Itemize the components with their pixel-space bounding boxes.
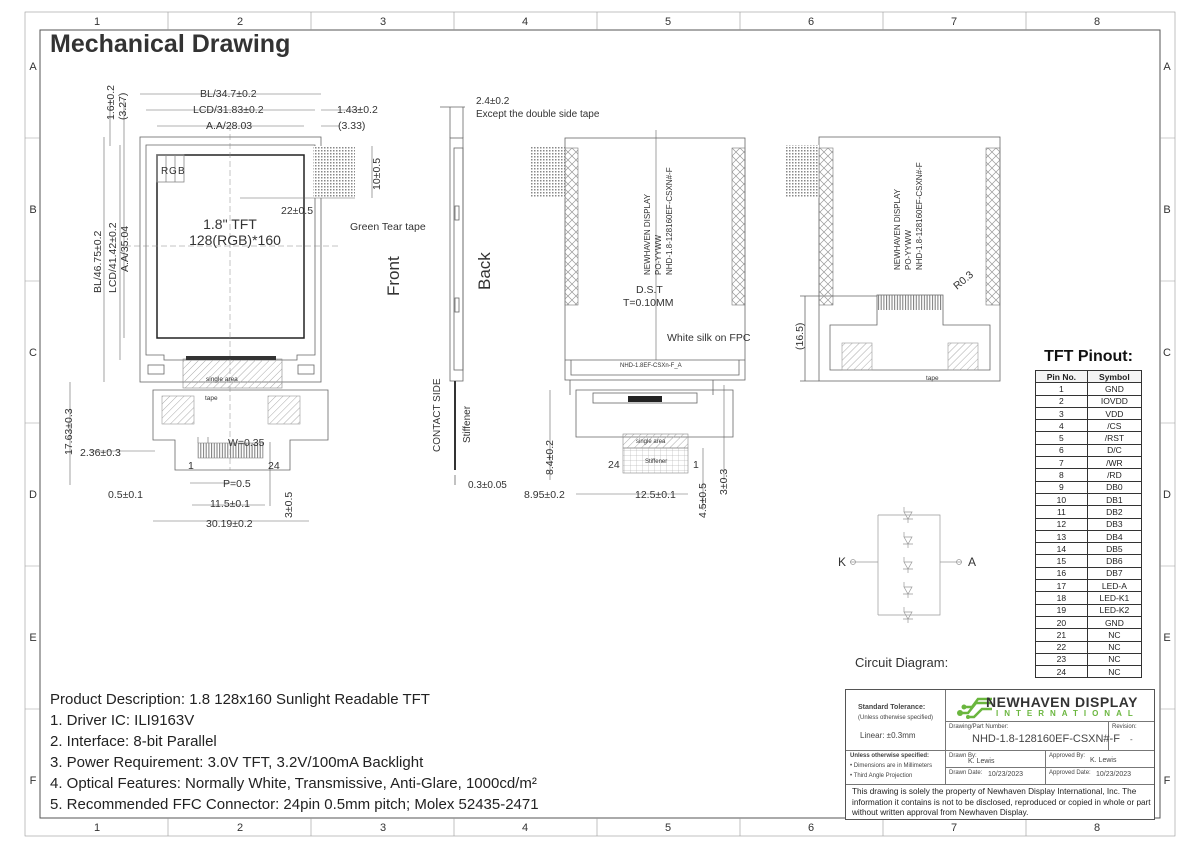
pin-number: 6 <box>1036 444 1088 456</box>
svg-text:A.A/28.03: A.A/28.03 <box>206 120 253 132</box>
svg-text:A.A/35.04: A.A/35.04 <box>119 225 131 272</box>
pin-symbol: DB3 <box>1087 518 1141 530</box>
pin-symbol: GND <box>1087 383 1141 395</box>
company-logo-sub: INTERNATIONAL <box>996 709 1139 718</box>
svg-text:1: 1 <box>93 16 101 28</box>
description-line: 4. Optical Features: Normally White, Transmissive, Anti-Glare, 1000cd/m² <box>50 775 537 792</box>
revision-label: Revision: <box>1112 724 1137 730</box>
approved-by: K. Lewis <box>1090 757 1117 764</box>
pinout-row <box>1036 432 1142 444</box>
approved-date-label: Approved Date: <box>1049 770 1091 776</box>
pin-number: 19 <box>1036 604 1088 616</box>
pin-number: 2 <box>1036 395 1088 407</box>
pin-number: 3 <box>1036 407 1088 419</box>
pin-number: 1 <box>1036 383 1088 395</box>
svg-text:12.5±0.1: 12.5±0.1 <box>635 489 676 501</box>
svg-text:8: 8 <box>1093 16 1101 28</box>
pin-symbol: LED-K1 <box>1087 592 1141 604</box>
approved-by-label: Approved By: <box>1049 753 1086 759</box>
svg-text:0.5±0.1: 0.5±0.1 <box>108 489 143 501</box>
title-block <box>845 689 1155 820</box>
part-number: NHD-1.8-128160EF-CSXN#-F <box>972 733 1120 745</box>
pinout-row <box>1036 616 1142 628</box>
company-logo: NEWHAVEN DISPLAY <box>986 694 1138 710</box>
svg-text:D: D <box>1163 489 1171 501</box>
pin-symbol: /WR <box>1087 457 1141 469</box>
pinout-row <box>1036 604 1142 616</box>
pin-symbol: GND <box>1087 616 1141 628</box>
svg-text:P=0.5: P=0.5 <box>223 478 251 490</box>
svg-text:0.3±0.05: 0.3±0.05 <box>468 480 507 491</box>
drawn-date-label: Drawn Date: <box>949 770 983 776</box>
svg-text:2: 2 <box>236 16 244 28</box>
svg-text:Green Tear tape: Green Tear tape <box>350 221 426 233</box>
pinout-row <box>1036 420 1142 432</box>
svg-text:tape: tape <box>205 395 218 402</box>
pinout-row <box>1036 407 1142 419</box>
svg-text:(3.27): (3.27) <box>117 92 129 120</box>
svg-text:NEWHAVEN DISPLAY: NEWHAVEN DISPLAY <box>643 193 652 275</box>
svg-text:2.4±0.2: 2.4±0.2 <box>476 96 510 107</box>
svg-text:B: B <box>29 204 37 216</box>
svg-text:D.S.T: D.S.T <box>636 284 663 296</box>
front-label: Front <box>384 256 403 296</box>
pinout-row <box>1036 395 1142 407</box>
pin-symbol: NC <box>1087 653 1141 665</box>
pinout-row <box>1036 506 1142 518</box>
svg-text:LCD/31.83±0.2: LCD/31.83±0.2 <box>193 104 264 116</box>
pin-number: 15 <box>1036 555 1088 567</box>
svg-text:2: 2 <box>236 822 244 834</box>
pinout-row <box>1036 444 1142 456</box>
svg-text:6: 6 <box>807 822 815 834</box>
svg-text:NEWHAVEN DISPLAY: NEWHAVEN DISPLAY <box>893 188 902 270</box>
pin-number: 12 <box>1036 518 1088 530</box>
svg-text:PO-YYWW: PO-YYWW <box>654 235 663 275</box>
unless-line: • Dimensions are in Millimeters <box>850 763 933 769</box>
svg-text:6: 6 <box>807 16 815 28</box>
svg-text:3±0.5: 3±0.5 <box>283 491 295 518</box>
pin-number: 9 <box>1036 481 1088 493</box>
pin-symbol: /CS <box>1087 420 1141 432</box>
description-line: 5. Recommended FFC Connector: 24pin 0.5mm pitch; Molex 52435-2471 <box>50 796 539 813</box>
pin-number: 18 <box>1036 592 1088 604</box>
pin-number: 13 <box>1036 530 1088 542</box>
svg-text:3: 3 <box>379 16 387 28</box>
cathode-label: K <box>838 555 847 569</box>
svg-text:5: 5 <box>664 822 672 834</box>
svg-text:C: C <box>1163 347 1171 359</box>
pinout-row <box>1036 592 1142 604</box>
svg-text:E: E <box>1163 632 1171 644</box>
svg-text:F: F <box>29 775 37 787</box>
svg-text:T=0.10MM: T=0.10MM <box>623 297 674 309</box>
svg-text:1.6±0.2: 1.6±0.2 <box>105 85 117 120</box>
linear-tolerance: Linear: ±0.3mm <box>860 731 916 740</box>
svg-text:4: 4 <box>521 822 529 834</box>
description-line: 3. Power Requirement: 3.0V TFT, 3.2V/100mA Backlight <box>50 754 424 771</box>
pin-number: 5 <box>1036 432 1088 444</box>
pinout-row <box>1036 543 1142 555</box>
pin-symbol: NC <box>1087 629 1141 641</box>
ownership-notice: This drawing is solely the property of Newhaven Display International, Inc. The information it contains is not to be disclosed, reproduced or copied in whole or part without written approval from Newhaven Display. <box>852 787 1151 817</box>
svg-text:White silk on FPC: White silk on FPC <box>667 332 751 344</box>
pin-symbol: DB5 <box>1087 543 1141 555</box>
pin-number: 24 <box>1036 666 1088 678</box>
pinout-row <box>1036 530 1142 542</box>
unless-line: • Third Angle Projection <box>850 773 913 779</box>
svg-text:1.43±0.2: 1.43±0.2 <box>337 104 378 116</box>
pinout-row <box>1036 481 1142 493</box>
svg-text:22±0.5: 22±0.5 <box>281 205 314 217</box>
header-pin: Pin No. <box>1036 371 1088 383</box>
pin-number: 17 <box>1036 580 1088 592</box>
pin-number: 10 <box>1036 493 1088 505</box>
pin-number: 21 <box>1036 629 1088 641</box>
svg-text:NHD-1.8-128160EF-CSXN#-F: NHD-1.8-128160EF-CSXN#-F <box>915 162 924 270</box>
svg-text:R0.3: R0.3 <box>951 268 976 293</box>
pinout-row <box>1036 493 1142 505</box>
pinout-row <box>1036 666 1142 678</box>
svg-text:PO-YYWW: PO-YYWW <box>904 230 913 270</box>
pinout-row <box>1036 457 1142 469</box>
pin-number: 11 <box>1036 506 1088 518</box>
pinout-row <box>1036 383 1142 395</box>
pinout-row <box>1036 555 1142 567</box>
svg-text:single area: single area <box>206 376 238 383</box>
pinout-row <box>1036 629 1142 641</box>
pin-number: 8 <box>1036 469 1088 481</box>
svg-text:1: 1 <box>693 459 699 471</box>
pin-number: 4 <box>1036 420 1088 432</box>
pin-symbol: NC <box>1087 641 1141 653</box>
pin-symbol: NC <box>1087 666 1141 678</box>
svg-text:Except the double side tape: Except the double side tape <box>476 109 600 120</box>
svg-text:10±0.5: 10±0.5 <box>371 157 383 190</box>
front-dimension-labels <box>63 85 426 530</box>
pin-number: 23 <box>1036 653 1088 665</box>
svg-text:2.36±0.3: 2.36±0.3 <box>80 447 121 459</box>
drawn-date: 10/23/2023 <box>988 771 1024 778</box>
svg-text:B: B <box>178 166 185 177</box>
back-label: Back <box>475 252 494 290</box>
svg-text:17.63±0.3: 17.63±0.3 <box>63 408 75 455</box>
svg-text:(3.33): (3.33) <box>338 120 366 132</box>
pin-number: 16 <box>1036 567 1088 579</box>
description-line: 2. Interface: 8-bit Parallel <box>50 733 217 750</box>
svg-text:F: F <box>1163 775 1171 787</box>
svg-text:D: D <box>29 489 37 501</box>
product-description <box>50 689 539 815</box>
svg-text:8.95±0.2: 8.95±0.2 <box>524 489 565 501</box>
anode-label: A <box>968 555 977 569</box>
pin-symbol: DB4 <box>1087 530 1141 542</box>
pin-symbol: LED-K2 <box>1087 604 1141 616</box>
resolution-label: 128(RGB)*160 <box>189 232 281 248</box>
svg-text:BL/34.7±0.2: BL/34.7±0.2 <box>200 88 257 100</box>
svg-text:tape: tape <box>926 375 939 382</box>
svg-text:4.5±0.5: 4.5±0.5 <box>697 483 709 518</box>
std-tolerance-sub: (Unless otherwise specified) <box>858 715 934 721</box>
svg-text:BL/46.75±0.2: BL/46.75±0.2 <box>92 230 104 293</box>
pin-symbol: /RD <box>1087 469 1141 481</box>
description-line: Product Description: 1.8 128x160 Sunlight Readable TFT <box>50 691 430 708</box>
svg-text:A: A <box>29 61 37 73</box>
pinout-table <box>1035 348 1142 678</box>
page-title: Mechanical Drawing <box>50 30 291 58</box>
svg-text:24: 24 <box>608 459 620 471</box>
drawn-by-label: Drawn By: <box>949 753 977 759</box>
part-number-label: Drawing/Part Number: <box>949 724 1009 730</box>
svg-text:30.19±0.2: 30.19±0.2 <box>206 518 253 530</box>
svg-text:11.5±0.1: 11.5±0.1 <box>210 498 251 510</box>
back-view <box>524 130 751 518</box>
svg-text:NHD-1.8EF-CSXn-F_A: NHD-1.8EF-CSXn-F_A <box>620 363 682 369</box>
svg-text:E: E <box>29 632 37 644</box>
pin-symbol: DB6 <box>1087 555 1141 567</box>
bent-view <box>786 137 1000 382</box>
pinout-title: TFT Pinout: <box>1044 348 1133 365</box>
lcd-outline <box>146 145 315 360</box>
pinout-row <box>1036 653 1142 665</box>
circuit-diagram <box>850 507 962 623</box>
svg-text:7: 7 <box>950 16 958 28</box>
svg-text:G: G <box>169 166 177 177</box>
pinout-row <box>1036 567 1142 579</box>
svg-text:C: C <box>29 347 37 359</box>
revision: - <box>1130 735 1133 744</box>
pin-symbol: IOVDD <box>1087 395 1141 407</box>
svg-text:B: B <box>1163 204 1171 216</box>
svg-text:3±0.3: 3±0.3 <box>718 468 730 495</box>
svg-text:(16.5): (16.5) <box>794 322 806 350</box>
svg-text:CONTACT SIDE: CONTACT SIDE <box>432 378 443 452</box>
circuit-label: Circuit Diagram: <box>855 655 949 670</box>
svg-text:7: 7 <box>950 822 958 834</box>
led-icon <box>903 557 913 573</box>
pinout-row <box>1036 641 1142 653</box>
svg-text:R: R <box>161 166 169 177</box>
svg-text:4: 4 <box>521 16 529 28</box>
screen-size-label: 1.8" TFT <box>203 216 257 232</box>
description-line: 1. Driver IC: ILI9163V <box>50 712 195 729</box>
svg-text:3: 3 <box>379 822 387 834</box>
pin-symbol: VDD <box>1087 407 1141 419</box>
pinout-row <box>1036 580 1142 592</box>
svg-text:Stiffener: Stiffener <box>462 405 473 443</box>
svg-text:5: 5 <box>664 16 672 28</box>
pinout-row <box>1036 518 1142 530</box>
approved-date: 10/23/2023 <box>1096 771 1132 778</box>
green-tear-tape <box>313 146 355 198</box>
svg-text:NHD-1.8-128160EF-CSXN#-F: NHD-1.8-128160EF-CSXN#-F <box>665 167 674 275</box>
led-icon <box>903 582 913 598</box>
drawn-by: K. Lewis <box>968 758 995 765</box>
pin-number: 7 <box>1036 457 1088 469</box>
pin-symbol: DB1 <box>1087 493 1141 505</box>
pin-symbol: /RST <box>1087 432 1141 444</box>
pin-number: 22 <box>1036 641 1088 653</box>
std-tolerance-title: Standard Tolerance: <box>858 704 926 711</box>
svg-text:24: 24 <box>268 460 280 472</box>
single-area <box>183 359 282 388</box>
front-view <box>63 85 426 530</box>
svg-text:8: 8 <box>1093 822 1101 834</box>
pin-symbol: D/C <box>1087 444 1141 456</box>
pinout-row <box>1036 469 1142 481</box>
pin-symbol: DB0 <box>1087 481 1141 493</box>
pin-number: 14 <box>1036 543 1088 555</box>
pin-number: 20 <box>1036 616 1088 628</box>
svg-text:1: 1 <box>93 822 101 834</box>
header-symbol: Symbol <box>1087 371 1141 383</box>
pin-symbol: DB2 <box>1087 506 1141 518</box>
unless-title: Unless otherwise specified: <box>850 753 930 759</box>
svg-text:A: A <box>1163 61 1171 73</box>
svg-text:single area: single area <box>636 439 666 445</box>
pin-symbol: LED-A <box>1087 580 1141 592</box>
svg-text:W=0.35: W=0.35 <box>228 437 265 449</box>
svg-text:LCD/41.42±0.2: LCD/41.42±0.2 <box>107 222 119 293</box>
led-icon <box>903 532 913 548</box>
pin-symbol: DB7 <box>1087 567 1141 579</box>
svg-text:Stiffener: Stiffener <box>645 459 668 465</box>
svg-text:8.4±0.2: 8.4±0.2 <box>544 440 556 475</box>
svg-text:1: 1 <box>188 460 194 472</box>
